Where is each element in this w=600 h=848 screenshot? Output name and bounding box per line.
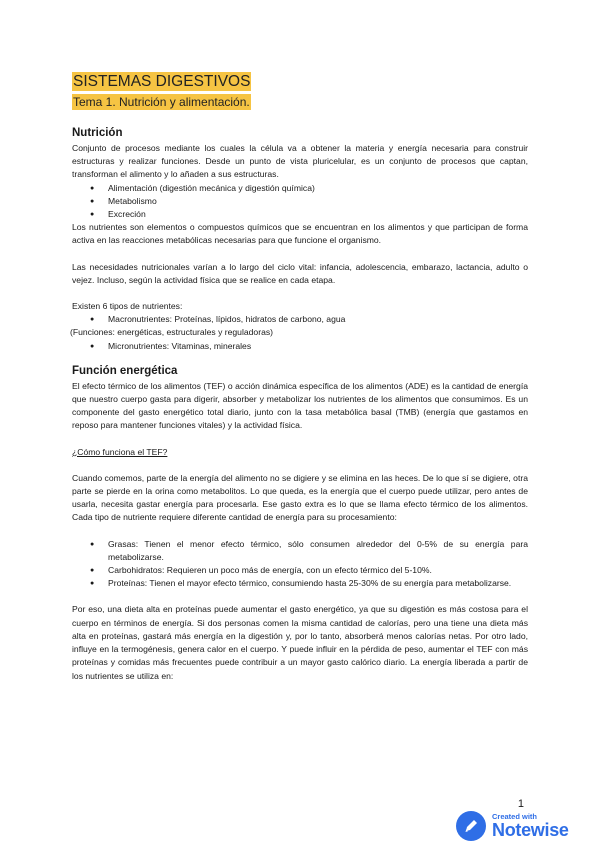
nutricion-intro: Conjunto de procesos mediante los cuales la célula va a obtener la materia y energía necesaria para construir estructuras y realizar funciones. Desde un punto de vista pluricelular, es un conjunto de procesos que captan, transforman el alimento y lo añaden a sus estructuras. bbox=[72, 143, 528, 180]
funciones-note: (Funciones: energéticas, estructurales y reguladoras) bbox=[70, 327, 274, 338]
heading-funcion-energetica: Función energética bbox=[72, 364, 178, 377]
pen-icon bbox=[456, 811, 486, 841]
page-number: 1 bbox=[517, 798, 524, 810]
energia-paragraph-3: Por eso, una dieta alta en proteínas puede aumentar el gasto energético, ya que su digestión es más costosa para el cuerpo en términos de energía. Si dos personas comen la misma cantidad de calorías, pero una tiene una dieta más alta en proteínas, gastará más energía en la digestión y, por lo tanto, absorberá menos calorías netas. Por otro lado, influye en la termogénesis, genera calor en el cuerpo. Y puede influir en la pérdida de peso, aumentar el TEF con más proteínas y comidas más frecuentes puede contribuir a un mayor gasto calórico diario. La energía liberada a partir de los nutrientes se utiliza en: bbox=[72, 604, 528, 681]
list-item: ● Carbohidratos: Requieren un poco más de energía, con un efecto térmico del 5-10%. bbox=[108, 564, 528, 577]
list-item: ● Proteínas: Tienen el mayor efecto térmico, consumiendo hasta 25-30% de su energía para metabolizarse. bbox=[108, 577, 528, 590]
document-subtitle: Tema 1. Nutrición y alimentación. bbox=[73, 95, 250, 109]
list-item: ● Alimentación (digestión mecánica y digestión química) bbox=[108, 182, 528, 195]
list-item: ● Metabolismo bbox=[108, 195, 528, 208]
notewise-label: Created with Notewise bbox=[492, 812, 569, 840]
nutricion-paragraph-2: Los nutrientes son elementos o compuestos químicos que se encuentran en los alimentos y que participan de forma activa en las reacciones metabólicas necesarias para que funcione el organismo. bbox=[72, 222, 528, 246]
macro-list bbox=[72, 313, 528, 326]
document-title: SISTEMAS DIGESTIVOS bbox=[73, 73, 251, 90]
nutricion-list bbox=[72, 182, 528, 222]
list-item: ● Micronutrientes: Vitaminas, minerales bbox=[108, 340, 528, 353]
nutricion-paragraph-3: Las necesidades nutricionales varían a lo largo del ciclo vital: infancia, adolescencia, embarazo, lactancia, adulto o vejez. Incluso, según la actividad física que se realice en cada etapa. bbox=[72, 261, 528, 285]
tef-list bbox=[72, 538, 528, 591]
micro-list bbox=[72, 340, 528, 353]
list-item: ● Excreción bbox=[108, 208, 528, 221]
energia-paragraph-1: El efecto térmico de los alimentos (TEF) o acción dinámica específica de los alimentos (ADE) es la cantidad de energía que nuestro cuerpo gasta para digerir, absorber y metabolizar los nutrientes de los alimentos que consumimos. Es un componente del gasto energético total diario, junto con la tasa metabólica basal (TMB) (energía que gastamos en reposo para mantener funciones vitales) y la actividad física. bbox=[72, 380, 528, 431]
list-item: ● Grasas: Tienen el menor efecto térmico, sólo consumen alrededor del 0-5% de su energía para metabolizarse. bbox=[108, 538, 528, 564]
nutricion-paragraph-4: Existen 6 tipos de nutrientes: bbox=[72, 301, 183, 312]
tef-question-link[interactable]: ¿Cómo funciona el TEF? bbox=[72, 446, 168, 457]
document-page bbox=[72, 72, 528, 683]
list-item: ● Macronutrientes: Proteínas, lípidos, hidratos de carbono, agua bbox=[108, 313, 528, 326]
notewise-badge[interactable] bbox=[456, 808, 592, 844]
energia-paragraph-2: Cuando comemos, parte de la energía del alimento no se digiere y se elimina en las heces. De lo que sí se digiere, otra parte se pierde en la orina como metabolitos. Lo que queda, es la energía que el cuerpo puede utilizar, pero antes de usarla, necesita gastar energía para procesarla. Ese gasto extra es lo que se llama efecto térmico de los alimentos. Cada tipo de nutriente requiere diferente cantidad de energía para su procesamiento: bbox=[72, 472, 528, 523]
heading-nutricion: Nutrición bbox=[72, 127, 123, 139]
